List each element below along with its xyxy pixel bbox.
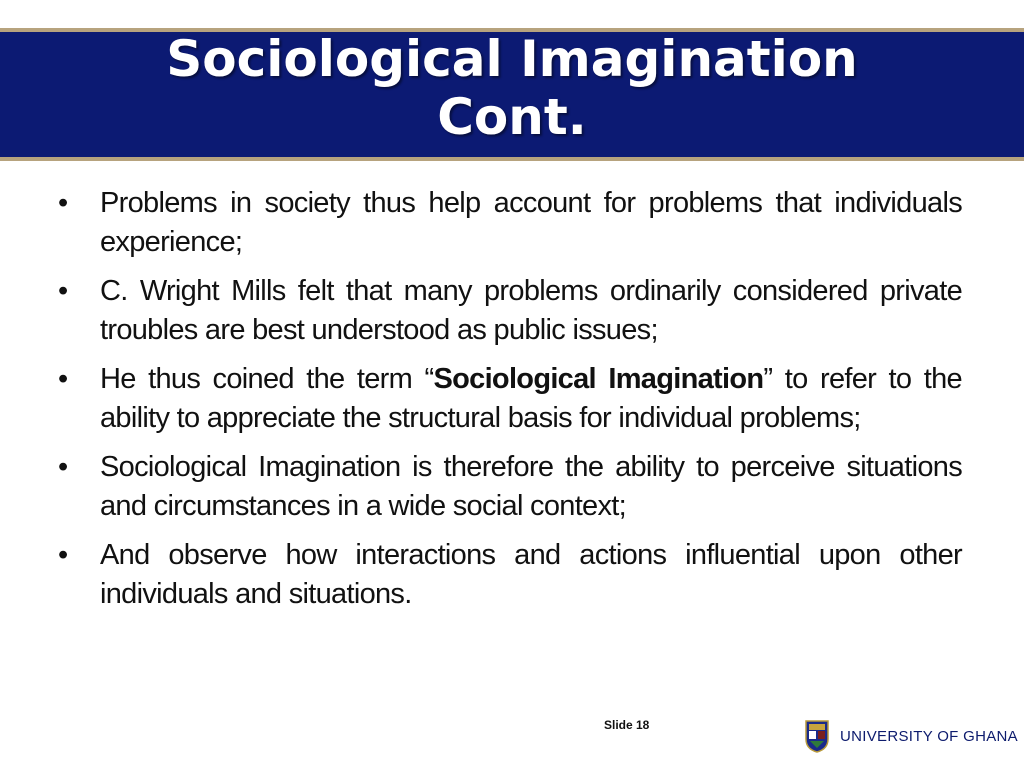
- slide-title: [0, 30, 1024, 146]
- bullet-text: C. Wright Mills felt that many problems ordinarily considered private troubles are best understood as public issues;: [100, 275, 962, 346]
- bullet-dot: •: [58, 451, 68, 483]
- bullet-item: [58, 184, 962, 262]
- university-logo: [804, 718, 1018, 754]
- bullet-dot: •: [58, 363, 68, 395]
- bullet-text: Sociological Imagination is therefore the ability to perceive situations and circumstances in a wide social context;: [100, 451, 962, 522]
- title-line-2: Cont.: [437, 88, 587, 146]
- bullet-text: Problems in society thus help account for problems that individuals experience;: [100, 187, 962, 258]
- bullet-item: [58, 360, 962, 438]
- university-name: UNIVERSITY OF GHANA: [840, 727, 1018, 745]
- slide-number: Slide 18: [604, 718, 650, 732]
- title-line-1: Sociological Imagination: [166, 30, 858, 88]
- university-crest-icon: [804, 719, 830, 753]
- bullet-item: [58, 272, 962, 350]
- bullet-item: [58, 536, 962, 614]
- bullet-text: And observe how interactions and actions influential upon other individuals and situations.: [100, 539, 962, 610]
- bullet-dot: •: [58, 539, 68, 571]
- bullet-text-bold-term: Sociological Imagination: [433, 363, 764, 395]
- bullet-list: [58, 184, 962, 624]
- bullet-item: [58, 448, 962, 526]
- bullet-dot: •: [58, 275, 68, 307]
- bullet-text-post: ” to refer to the ability to appreciate the structural basis for individual problems;: [100, 363, 962, 434]
- bullet-text-pre: He thus coined the term “: [100, 363, 434, 395]
- bullet-dot: •: [58, 187, 68, 219]
